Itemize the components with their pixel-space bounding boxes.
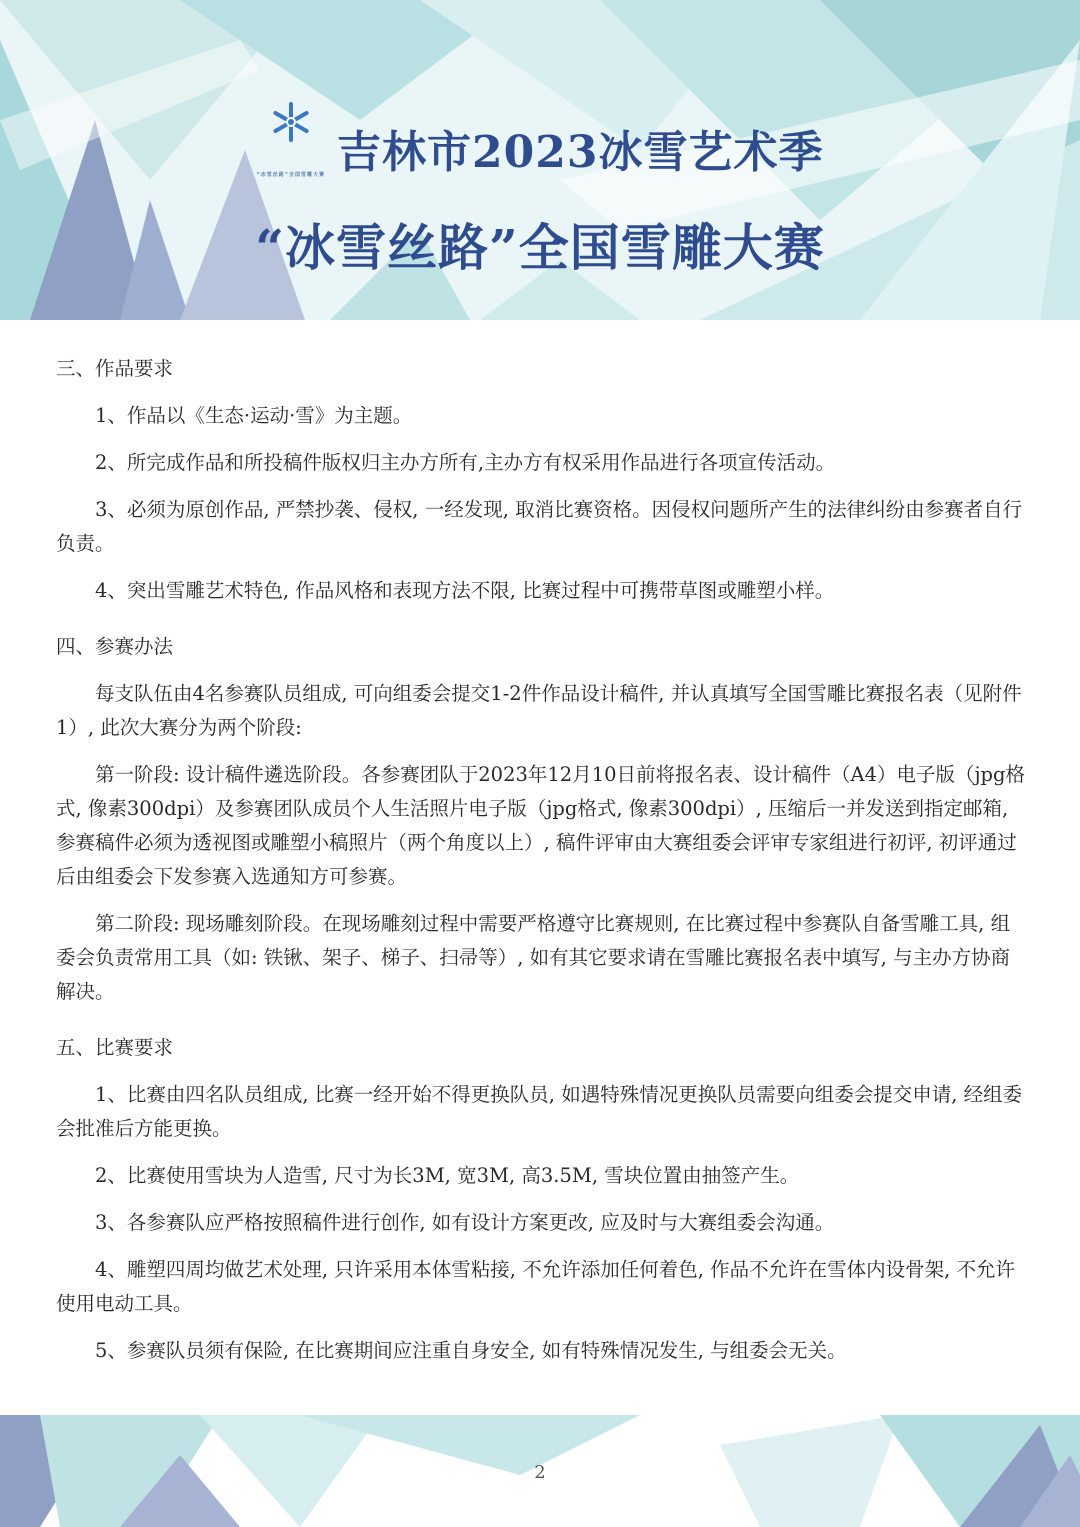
- paragraph: 2、所完成作品和所投稿件版权归主办方所有,主办方有权采用作品进行各项宣传活动。: [95, 451, 836, 474]
- paragraph: 1、比赛由四名队员组成, 比赛一经开始不得更换队员, 如遇特殊情况更换队员需要向组委会提交申请, 经组委会批准后方能更换。: [56, 1083, 1023, 1140]
- page-title: 吉林市2023冰雪艺术季: [337, 126, 824, 178]
- document-body: [56, 352, 1028, 1368]
- paragraph: 第二阶段: 现场雕刻阶段。在现场雕刻过程中需要严格遵守比赛规则, 在比赛过程中参赛队自备雪雕工具, 组委会负责常用工具（如: 铁锹、架子、梯子、扫帚等）, 如有其它要求请在雪雕比赛报名表中填写, 与主办方协商解决。: [56, 912, 1011, 1003]
- paragraph: 第一阶段: 设计稿件遴选阶段。各参赛团队于2023年12月10日前将报名表、设计稿件（A4）电子版（jpg格式, 像素300dpi）及参赛团队成员个人生活照片电子版（jpg格式, 像素300dpi）, 压缩后一并发送到指定邮箱, 参赛稿件必须为透视图或雕塑小稿照片（两个角度以上）, 稿件评审由大赛组委会评审专家组进行初评, 初评通过后由组委会下发参赛入选通知方可参赛。: [56, 763, 1026, 888]
- paragraph: 4、雕塑四周均做艺术处理, 只许采用本体雪粘接, 不允许添加任何着色, 作品不允许在雪体内设骨架, 不允许使用电动工具。: [56, 1258, 1015, 1315]
- snowflake-logo-icon: [269, 100, 313, 144]
- paragraph: 4、突出雪雕艺术特色, 作品风格和表现方法不限, 比赛过程中可携带草图或雕塑小样。: [95, 579, 835, 602]
- title-block: [0, 100, 1080, 287]
- page-subtitle: “冰雪丝路”全国雪雕大赛: [255, 218, 825, 277]
- section-heading-4: 四、参赛办法: [56, 635, 174, 658]
- paragraph: 3、各参赛队应严格按照稿件进行创作, 如有设计方案更改, 应及时与大赛组委会沟通。: [95, 1211, 835, 1234]
- logo: [256, 100, 325, 205]
- logo-caption: “冰雪丝路”全国雪雕大赛: [256, 172, 326, 178]
- paragraph: 1、作品以《生态·运动·雪》为主题。: [95, 404, 413, 427]
- paragraph: 3、必须为原创作品, 严禁抄袭、侵权, 一经发现, 取消比赛资格。因侵权问题所产生的法律纠纷由参赛者自行负责。: [56, 498, 1023, 555]
- paragraph: 5、参赛队员须有保险, 在比赛期间应注重自身安全, 如有特殊情况发生, 与组委会无关。: [95, 1339, 847, 1362]
- section-heading-5: 五、比赛要求: [56, 1036, 174, 1059]
- page-number: 2: [534, 1462, 546, 1483]
- title-line-1: [256, 100, 823, 205]
- section-heading-3: 三、作品要求: [56, 357, 174, 380]
- paragraph: 每支队伍由4名参赛队员组成, 可向组委会提交1-2件作品设计稿件, 并认真填写全国雪雕比赛报名表（见附件1）, 此次大赛分为两个阶段:: [56, 682, 1022, 739]
- paragraph: 2、比赛使用雪块为人造雪, 尺寸为长3M, 宽3M, 高3.5M, 雪块位置由抽签产生。: [95, 1164, 800, 1187]
